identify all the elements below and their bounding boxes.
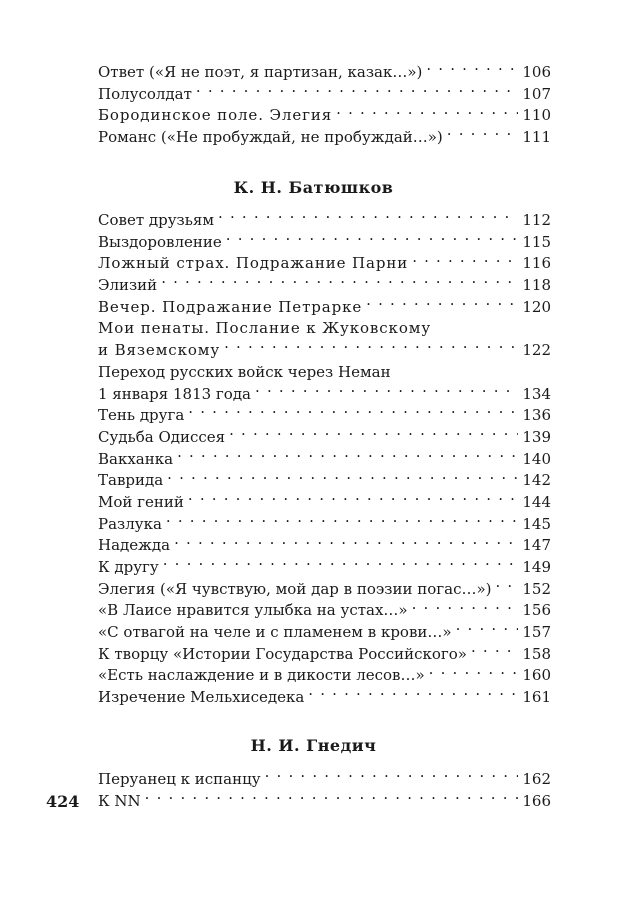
leader-dots — [412, 254, 518, 268]
toc-page: 145 — [522, 514, 551, 533]
toc-entry — [98, 687, 551, 709]
toc-entry — [98, 362, 551, 405]
toc-page: 106 — [522, 63, 551, 81]
toc-title: Мои пенаты. Послание к Жуковскому — [98, 319, 432, 338]
toc-entry — [98, 232, 551, 254]
toc-title: Совет друзьям — [98, 211, 215, 229]
toc-page: 134 — [522, 384, 551, 403]
toc-entry — [98, 297, 551, 319]
toc-entry — [98, 405, 551, 427]
toc-page: 152 — [522, 579, 551, 598]
toc-page: 139 — [522, 427, 551, 446]
leader-dots — [456, 623, 519, 637]
toc-page: 111 — [522, 128, 551, 147]
toc-entry — [98, 557, 551, 579]
toc-page: 144 — [522, 492, 551, 511]
toc-title-continued: 1 января 1813 года — [98, 384, 252, 403]
toc-page: 142 — [522, 471, 551, 490]
leader-dots — [226, 233, 519, 247]
toc-page: 157 — [522, 623, 551, 642]
toc-entry — [98, 791, 551, 813]
leader-dots — [196, 85, 518, 99]
toc-title: «Есть наслаждение и в дикости лесов…» — [98, 666, 425, 685]
toc-page: 110 — [522, 106, 551, 125]
toc-title: Вечер. Подражание Петрарке — [98, 297, 363, 316]
toc-entry — [98, 105, 551, 127]
toc-entry — [98, 535, 551, 557]
toc-entry — [98, 492, 551, 514]
toc-entry — [98, 622, 551, 644]
leader-dots — [188, 406, 518, 420]
toc-page: 162 — [522, 770, 551, 788]
toc-entry — [98, 665, 551, 687]
toc-page: 160 — [522, 666, 551, 685]
leader-dots — [163, 558, 519, 572]
toc-page: 118 — [522, 276, 551, 295]
leader-dots — [429, 666, 519, 680]
toc-title: Элизий — [98, 276, 158, 295]
leader-dots — [188, 493, 518, 507]
toc-page: 161 — [522, 688, 551, 707]
toc-title: К NN — [98, 791, 141, 810]
toc-section-batyushkov — [98, 210, 551, 709]
toc-entry — [98, 769, 551, 791]
toc-title: Выздоровление — [98, 232, 222, 251]
leader-dots — [412, 601, 519, 615]
toc-page: 112 — [522, 211, 551, 229]
toc-title: Надежда — [98, 536, 171, 555]
leader-dots — [229, 428, 518, 442]
toc-entry — [98, 449, 551, 471]
toc-title: Романс («Не пробуждай, не пробуждай…») — [98, 128, 443, 147]
toc-title-continued: и Вяземскому — [98, 341, 221, 360]
leader-dots — [161, 276, 518, 290]
toc-section-davydov — [98, 62, 551, 149]
toc-title: К другу — [98, 558, 159, 576]
leader-dots — [255, 385, 518, 399]
leader-dots — [308, 688, 518, 702]
leader-dots — [174, 536, 518, 550]
leader-dots — [166, 515, 518, 529]
toc-entry — [98, 210, 551, 232]
leader-dots — [366, 298, 518, 312]
toc-title: Изречение Мельхиседека — [98, 688, 305, 707]
toc-title: Разлука — [98, 514, 162, 533]
toc-title: Полусолдат — [98, 84, 192, 103]
toc-title: Судьба Одиссея — [98, 427, 226, 446]
toc-entry — [98, 644, 551, 666]
toc-entry — [98, 579, 551, 601]
page-number: 424 — [46, 792, 80, 811]
leader-dots — [336, 106, 518, 120]
leader-dots — [218, 211, 518, 225]
toc-entry — [98, 275, 551, 297]
leader-dots — [167, 471, 518, 485]
toc-page: 166 — [522, 791, 551, 810]
toc-title: Ложный страх. Подражание Парни — [98, 254, 409, 273]
toc-title: Бородинское поле. Элегия — [98, 106, 333, 125]
author-heading-gnedich: Н. И. Гнедич — [250, 736, 377, 755]
leader-dots — [447, 128, 519, 142]
toc-entry — [98, 318, 551, 361]
leader-dots — [177, 450, 518, 464]
toc-page: 122 — [522, 341, 551, 360]
toc-entry — [98, 514, 551, 536]
toc-title: Вакханка — [98, 449, 174, 468]
toc-entry — [98, 127, 551, 149]
toc-title: К творцу «Истории Государства Российского» — [98, 644, 467, 663]
leader-dots — [426, 63, 518, 77]
toc-page: 158 — [522, 644, 551, 663]
toc-title: Тень друга — [98, 406, 185, 425]
toc-page: 156 — [522, 601, 551, 620]
toc-page: 107 — [522, 84, 551, 103]
leader-dots — [224, 341, 518, 355]
leader-dots — [265, 770, 519, 784]
toc-title: Элегия («Я чувствую, мой дар в поэзии погас…») — [98, 579, 492, 598]
toc-page: 116 — [522, 254, 551, 273]
toc-entry — [98, 600, 551, 622]
toc-page: 115 — [522, 232, 551, 251]
toc-entry — [98, 84, 551, 106]
toc-title: Переход русских войск через Неман — [98, 362, 391, 381]
toc-page: 147 — [522, 536, 551, 555]
toc-title: Ответ («Я не поэт, я партизан, казак…») — [98, 63, 423, 81]
leader-dots — [496, 580, 519, 594]
toc-title: Перуанец к испанцу — [98, 770, 261, 788]
toc-entry — [98, 62, 551, 84]
toc-section-gnedich — [98, 769, 551, 812]
leader-dots — [471, 645, 518, 659]
toc-page: 136 — [522, 406, 551, 425]
leader-dots — [145, 792, 519, 806]
toc-title: «С отвагой на челе и с пламенем в крови…» — [98, 623, 452, 642]
toc-page: 140 — [522, 449, 551, 468]
toc-title: Таврида — [98, 471, 164, 490]
toc-title: «В Лаисе нравится улыбка на устах…» — [98, 601, 408, 620]
toc-page: 120 — [522, 297, 551, 316]
toc-entry — [98, 427, 551, 449]
toc-entry — [98, 253, 551, 275]
author-heading-batyushkov: К. Н. Батюшков — [233, 178, 394, 197]
toc-title: Мой гений — [98, 492, 184, 511]
toc-page: 149 — [522, 558, 551, 576]
toc-entry — [98, 470, 551, 492]
